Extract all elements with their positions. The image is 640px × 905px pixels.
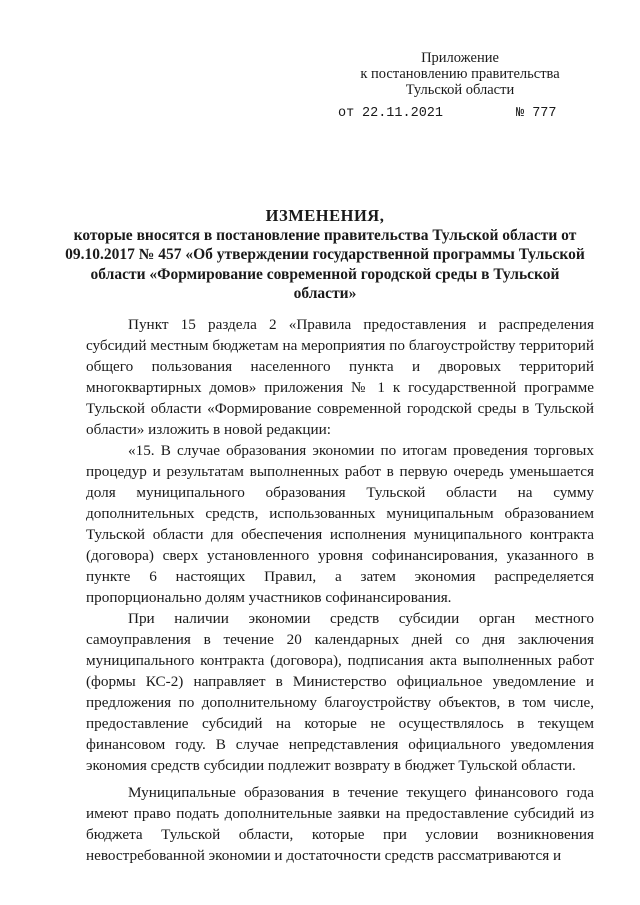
title-subtitle: которые вносятся в постановление правительства Тульской области от 09.10.2017 № 457 «Об утверждении государственной программы Тульской области «Формирование современной городской среды в Тульской области» bbox=[65, 226, 585, 303]
appendix-header bbox=[330, 50, 590, 98]
document-body bbox=[86, 314, 594, 866]
appendix-line-1: Приложение bbox=[421, 50, 499, 66]
decree-number: № 777 bbox=[516, 106, 557, 121]
paragraph-1: Пункт 15 раздела 2 «Правила предоставления и распределения субсидий местным бюджетам на мероприятия по благоустройству территорий общего пользования населенного пункта и дворовых территорий многоквартирных домов» приложения № 1 к государственной программе Тульской области «Формирование современной городской среды в Тульской области» изложить в новой редакции: bbox=[86, 316, 594, 438]
appendix-line-2: к постановлению правительства bbox=[360, 66, 560, 82]
from-label: от bbox=[338, 106, 355, 121]
paragraph-4: Муниципальные образования в течение текущего финансового года имеют право подать дополнительные заявки на предоставление субсидий из бюджета Тульской области, которые при условии возникновения невостребованной экономии и достаточности средств рассматриваются и bbox=[86, 784, 594, 864]
appendix-line-3: Тульской области bbox=[405, 82, 515, 98]
decree-date: 22.11.2021 bbox=[362, 106, 444, 121]
paragraph-3: При наличии экономии средств субсидии орган местного самоуправления в течение 20 календарных дней со дня заключения муниципального контракта (договора), подписания акта выполненных работ (формы КС-2) направляет в Министерство официальное уведомление и предложения по дополнительному благоустройству объектов, в том числе, предоставление субсидий на которые не осуществлялось в текущем финансовом году. В случае непредставления официального уведомления экономия средств субсидии подлежит возврату в бюджет Тульской области. bbox=[86, 610, 594, 774]
paragraph-2: «15. В случае образования экономии по итогам проведения торговых процедур и результатам выполненных работ в первую очередь уменьшается доля муниципального образования Тульской области на сумму дополнительных средств, использованных муниципальным образованием Тульской области для обеспечения исполнения муниципального контракта (договора) сверх установленного уровня софинансирования, указанного в пункте 6 настоящих Правил, а затем экономия распределяется пропорционально долям участников софинансирования. bbox=[86, 442, 594, 606]
document-title bbox=[60, 206, 590, 304]
title-heading: ИЗМЕНЕНИЯ, bbox=[265, 206, 385, 225]
